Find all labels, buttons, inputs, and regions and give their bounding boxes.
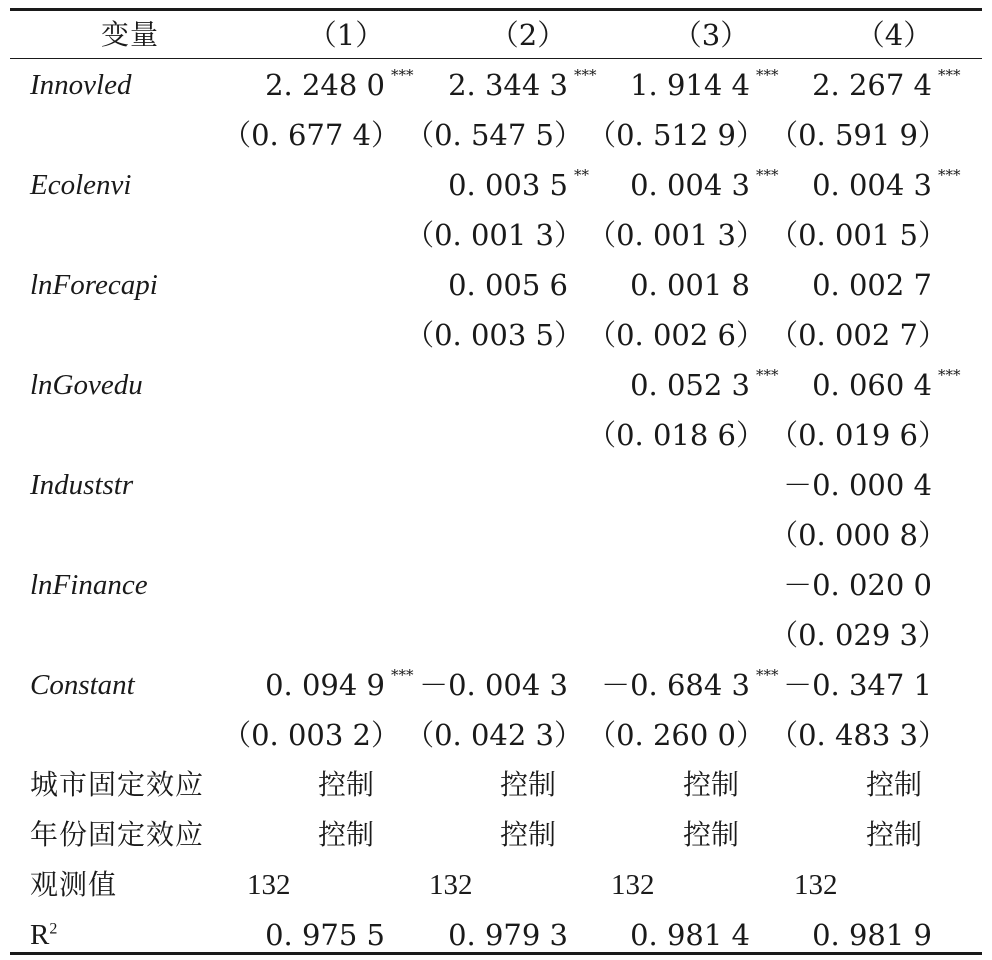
coef-lngovedu-3: 0. 052 3 <box>630 368 750 402</box>
r-squared-col-3: 0. 981 4 <box>630 918 750 952</box>
header-col-2: （2） <box>489 18 567 52</box>
fixed-effect-2-col-1: 控制 <box>317 818 374 851</box>
row-label-lnfinance: lnFinance <box>30 569 148 601</box>
se-innovled-1: （0. 677 4） <box>222 118 400 152</box>
coef-innovled-2: 2. 344 3 <box>448 68 568 102</box>
r-squared-col-1: 0. 975 5 <box>265 918 385 952</box>
observations-label: 观测值 <box>30 868 118 901</box>
fixed-effect-2-col-3: 控制 <box>682 818 739 851</box>
header-variable: 变量 <box>100 18 159 51</box>
fixed-effect-1-col-3: 控制 <box>682 768 739 801</box>
header-col-3: （3） <box>672 18 750 52</box>
coef-induststr-4: －0. 000 4 <box>783 468 932 502</box>
coef-ecolenvi-2: 0. 003 5 <box>448 168 568 202</box>
se-constant-3: （0. 260 0） <box>587 718 765 752</box>
row-label-lnforecapi: lnForecapi <box>30 269 158 301</box>
observations-col-3: 132 <box>611 869 655 901</box>
stars-ecolenvi-2: ** <box>574 166 589 184</box>
se-lngovedu-4: （0. 019 6） <box>769 418 947 452</box>
r-squared-superscript: 2 <box>49 920 58 938</box>
stars-constant-3: *** <box>756 666 779 684</box>
row-label-lngovedu: lnGovedu <box>30 369 143 401</box>
coef-innovled-1: 2. 248 0 <box>265 68 385 102</box>
stars-innovled-3: *** <box>756 66 779 84</box>
se-innovled-4: （0. 591 9） <box>769 118 947 152</box>
row-label-constant: Constant <box>30 669 135 701</box>
coef-constant-4: －0. 347 1 <box>783 668 932 702</box>
se-lnforecapi-2: （0. 003 5） <box>405 318 583 352</box>
coef-ecolenvi-4: 0. 004 3 <box>812 168 932 202</box>
coef-lnforecapi-4: 0. 002 7 <box>812 268 932 302</box>
coef-ecolenvi-3: 0. 004 3 <box>630 168 750 202</box>
fixed-effect-1-col-1: 控制 <box>317 768 374 801</box>
se-induststr-4: （0. 000 8） <box>769 518 947 552</box>
se-lnforecapi-3: （0. 002 6） <box>587 318 765 352</box>
fixed-effect-label-1: 城市固定效应 <box>30 768 205 801</box>
row-label-induststr: Induststr <box>30 469 134 501</box>
stars-innovled-2: *** <box>574 66 597 84</box>
stars-ecolenvi-4: *** <box>938 166 961 184</box>
r-squared-base: R <box>30 919 50 951</box>
coef-lnfinance-4: －0. 020 0 <box>783 568 932 602</box>
stars-lngovedu-3: *** <box>756 366 779 384</box>
se-innovled-2: （0. 547 5） <box>405 118 583 152</box>
fixed-effect-1-col-2: 控制 <box>499 768 556 801</box>
se-ecolenvi-2: （0. 001 3） <box>405 218 583 252</box>
r-squared-label <box>30 910 57 960</box>
se-constant-2: （0. 042 3） <box>405 718 583 752</box>
row-label-innovled: Innovled <box>30 69 132 101</box>
stars-lngovedu-4: *** <box>938 366 961 384</box>
header-col-4: （4） <box>855 18 933 52</box>
coef-innovled-3: 1. 914 4 <box>630 68 750 102</box>
stars-ecolenvi-3: *** <box>756 166 779 184</box>
row-label-ecolenvi: Ecolenvi <box>30 169 132 201</box>
header-col-1: （1） <box>307 18 385 52</box>
se-innovled-3: （0. 512 9） <box>587 118 765 152</box>
se-lnforecapi-4: （0. 002 7） <box>769 318 947 352</box>
coef-constant-1: 0. 094 9 <box>265 668 385 702</box>
se-constant-4: （0. 483 3） <box>769 718 947 752</box>
se-lngovedu-3: （0. 018 6） <box>587 418 765 452</box>
fixed-effect-label-2: 年份固定效应 <box>30 818 205 851</box>
observations-col-4: 132 <box>794 869 838 901</box>
observations-col-1: 132 <box>247 869 291 901</box>
fixed-effect-2-col-2: 控制 <box>499 818 556 851</box>
se-constant-1: （0. 003 2） <box>222 718 400 752</box>
observations-col-2: 132 <box>429 869 473 901</box>
r-squared-col-2: 0. 979 3 <box>448 918 568 952</box>
coef-constant-2: －0. 004 3 <box>419 668 568 702</box>
coef-lnforecapi-2: 0. 005 6 <box>448 268 568 302</box>
stars-constant-1: *** <box>391 666 414 684</box>
coef-innovled-4: 2. 267 4 <box>812 68 932 102</box>
fixed-effect-2-col-4: 控制 <box>865 818 922 851</box>
r-squared-col-4: 0. 981 9 <box>812 918 932 952</box>
stars-innovled-4: *** <box>938 66 961 84</box>
se-ecolenvi-3: （0. 001 3） <box>587 218 765 252</box>
stars-innovled-1: *** <box>391 66 414 84</box>
se-lnfinance-4: （0. 029 3） <box>769 618 947 652</box>
se-ecolenvi-4: （0. 001 5） <box>769 218 947 252</box>
fixed-effect-1-col-4: 控制 <box>865 768 922 801</box>
coef-lnforecapi-3: 0. 001 8 <box>630 268 750 302</box>
coef-constant-3: －0. 684 3 <box>601 668 750 702</box>
coef-lngovedu-4: 0. 060 4 <box>812 368 932 402</box>
